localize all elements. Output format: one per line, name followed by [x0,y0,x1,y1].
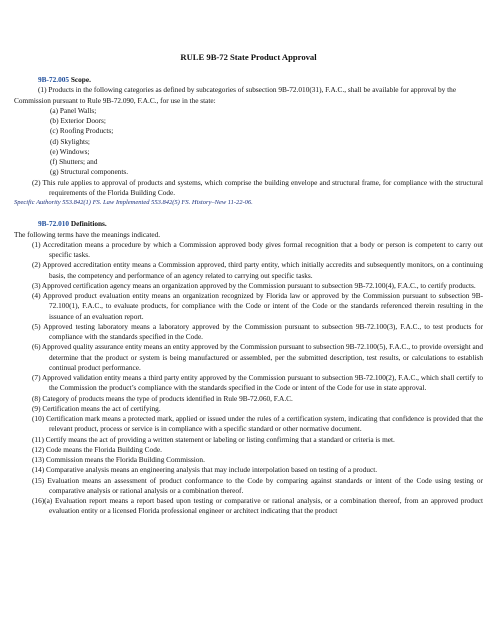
definition-item: (7) Approved validation entity means a third party entity approved by the Commission pursuant to subsection 9B-72.100(2), F.A.C., which shall certify to the Commission the product’s compliance with the standards specified in the Code or intent of the Code for use in state approval. [32,373,483,393]
definition-item: (13) Commission means the Florida Building Commission. [32,455,205,464]
definition-item: (1) Accreditation means a procedure by which a Commission approved body gives formal recognition that a body or person is competent to carry out specific tasks. [32,239,483,259]
definitions-section-name: Definitions. [70,219,107,229]
scope-item: (f) Shutters; and [50,157,98,166]
scope-paragraph-2: (2) This rule applies to approval of products and systems, which comprise the building envelope and structural frame, for compliance with the structural requirements of the Florida Building Code. [32,177,483,197]
scope-paragraph-1: (1) Products in the following categories as defined by subcategories of subsection 9B-72.010(31), F.A.C., shall be available for approval by the Commission pursuant to Rule 9B-72.090, F.A.C., for use in the state: [14,85,457,105]
definition-item: (6) Approved quality assurance entity means an entity approved by the Commission pursuant to subsection 9B-72.100(5), F.A.C., to provide oversight and determine that the product or system is being manufactured or assembled, per the submitted description, test results, or calculations to establish continual product performance. [32,342,483,372]
scope-section-link[interactable]: 9B-72.005 [38,75,70,84]
definition-item: (8) Category of products means the type of products identified in Rule 9B-72.060, F.A.C. [32,393,293,403]
scope-section [14,75,483,208]
definition-item: (4) Approved product evaluation entity means an organization recognized by Florida law or approved by the Commission pursuant to subsection 9B-72.100(1), F.A.C., to evaluate products, for compliance with the Code or intent of the Code or the standards referenced therein resulting in the issuance of an evaluation report. [32,291,483,321]
definition-item: (15) Evaluation means an assessment of product conformance to the Code by comparing against standards or intent of the Code using testing or comparative analysis or rational analysis or a combination thereof. [32,475,483,495]
definition-item: (14) Comparative analysis means an engineering analysis that may include interpolation based on testing of a product. [32,465,378,475]
definitions-intro: The following terms have the meanings indicated. [14,229,161,239]
scope-item: (c) Roofing Products; [50,126,114,136]
scope-item: (g) Structural components. [50,167,129,177]
document-title: RULE 9B-72 State Product Approval [180,52,317,62]
definition-item: (9) Certification means the act of certifying. [32,403,161,413]
scope-item: (d) Skylights; [50,136,90,146]
scope-section-name: Scope. [70,75,91,84]
definition-item: (16)(a) Evaluation report means a report based upon testing or comparative or rational analysis, or a combination thereof, from an approved product evaluation entity or a licensed Florida professional engineer or architect indicating that the product [32,496,483,516]
scope-item: (b) Exterior Doors; [50,116,106,125]
definition-item: (11) Certify means the act of providing a written statement or labeling or listing confirming that a standard or criteria is met. [32,434,395,444]
definitions-heading [14,219,483,229]
definition-item: (2) Approved accreditation entity means a Commission approved, third party entity, which initially accredits and subsequently monitors, on a continuing basis, the competency and performance of an agency related to carrying out specific tasks. [32,260,483,280]
definition-item: (12) Code means the Florida Building Code. [32,444,162,454]
definition-item: (3) Approved certification agency means an organization approved by the Commission pursuant to subsection 9B-72.100(4), F.A.C., to certify products. [32,280,476,290]
definition-item: (10) Certification mark means a protected mark, applied or issued under the rules of a certification system, indicating that confidence is provided that the relevant product, process or service is in compliance with a specific standard or other normative document. [32,414,483,434]
definition-item: (5) Approved testing laboratory means a laboratory approved by the Commission pursuant to subsection 9B-72.100(3), F.A.C., to test products for compliance with the standards specified in the Code. [32,321,483,341]
scope-item: (a) Panel Walls; [50,105,97,115]
scope-heading [14,75,483,85]
definitions-section [14,219,483,516]
definitions-section-link[interactable]: 9B-72.010 [38,219,70,229]
scope-history-note: Specific Authority 553.842(1) FS. Law Implemented 553.842(5) FS. History–New 11-22-06. [14,199,253,206]
scope-item: (e) Windows; [50,146,90,156]
